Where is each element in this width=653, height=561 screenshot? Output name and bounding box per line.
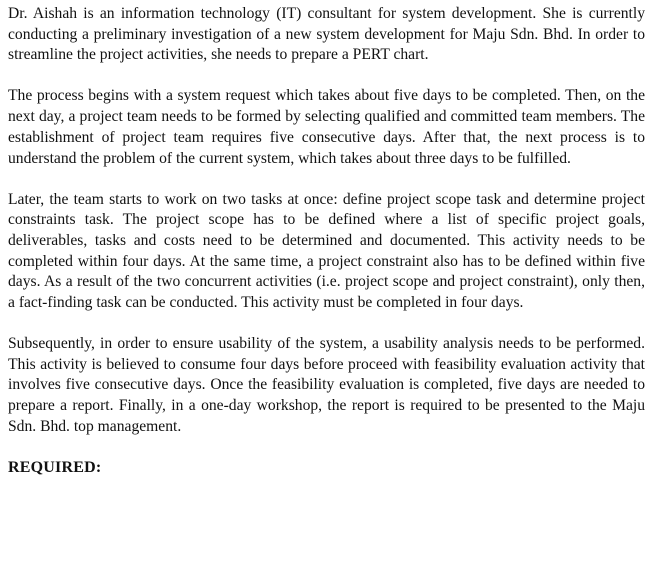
document-page <box>8 4 645 479</box>
final-steps-paragraph: Subsequently, in order to ensure usability of the system, a usability analysis needs to be performed. This activity is believed to consume four days before proceed with feasibility evaluation activity that involves five consecutive days. Once the feasibility evaluation is completed, five days are needed to prepare a report. Finally, in a one-day workshop, the report is required to be presented to the Maju Sdn. Bhd. top management. <box>8 335 645 435</box>
intro-paragraph: Dr. Aishah is an information technology (IT) consultant for system development. She is currently conducting a preliminary investigation of a new system development for Maju Sdn. Bhd. In order to streamline the project activities, she needs to prepare a PERT chart. <box>8 5 645 64</box>
concurrent-tasks-paragraph: Later, the team starts to work on two tasks at once: define project scope task and determine project constraints task. The project scope has to be defined where a list of specific project goals, deliverables, tasks and costs need to be determined and documented. This activity needs to be completed within four days. At the same time, a project constraint also has to be defined within five days. As a result of the two concurrent activities (i.e. project scope and project constraint), only then, a fact-finding task can be conducted. This activity must be completed in four days. <box>8 190 645 312</box>
required-heading: REQUIRED: <box>8 458 102 476</box>
process-paragraph: The process begins with a system request which takes about five days to be completed. Then, on the next day, a project team needs to be formed by selecting qualified and committed team members. The establishment of project team requires five consecutive days. After that, the next process is to understand the problem of the current system, which takes about three days to be fulfilled. <box>8 87 645 167</box>
